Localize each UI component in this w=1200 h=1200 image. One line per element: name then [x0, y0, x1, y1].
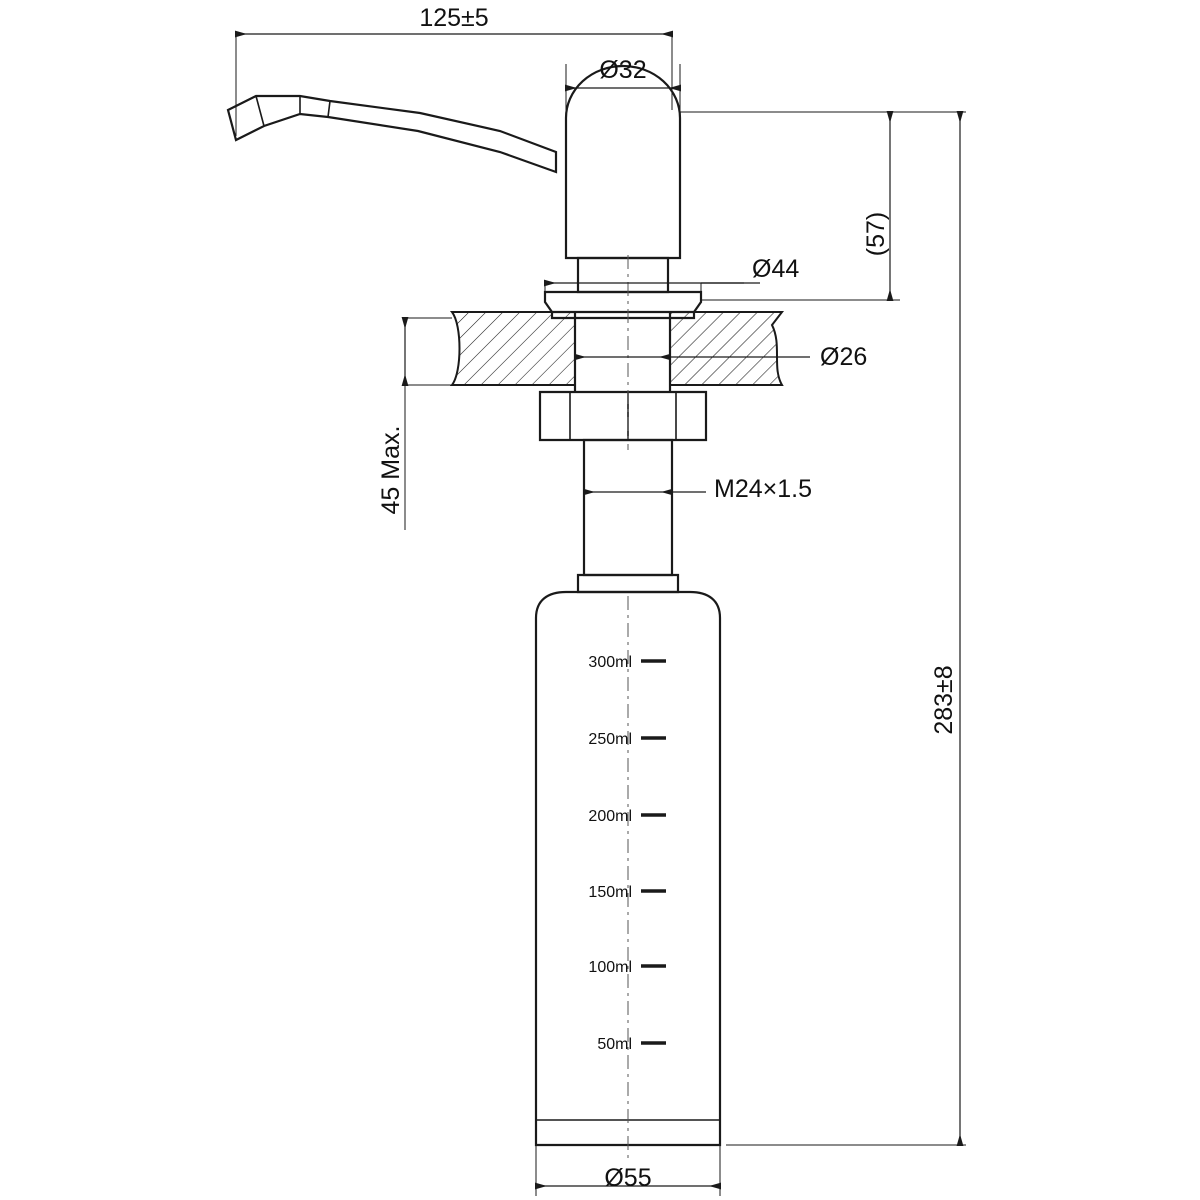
flange-cap	[545, 292, 701, 312]
scale-label-200: 200ml	[588, 808, 632, 825]
volume-scale-marks	[641, 661, 666, 1043]
scale-label-250: 250ml	[588, 731, 632, 748]
pump-head	[566, 66, 680, 258]
dim-flange-diameter: Ø44	[752, 255, 800, 283]
spout-lever	[228, 96, 556, 172]
dim-spout-length: 125±5	[419, 4, 489, 32]
dim-deck-thickness: 45 Max.	[377, 425, 405, 515]
countertop-section	[452, 312, 782, 385]
dimension-lines	[236, 34, 966, 1196]
threaded-tube	[584, 440, 672, 575]
dim-total-height: 283±8	[930, 665, 958, 735]
scale-label-150: 150ml	[588, 884, 632, 901]
dim-thread-spec: M24×1.5	[714, 475, 812, 503]
lock-nut	[540, 392, 706, 440]
dim-shank-diameter: Ø26	[820, 343, 868, 371]
scale-label-100: 100ml	[588, 959, 632, 976]
bottle-neck	[578, 575, 678, 592]
dim-bottle-diameter: Ø55	[604, 1164, 652, 1192]
dim-head-height: (57)	[862, 211, 890, 257]
scale-label-50: 50ml	[597, 1036, 632, 1053]
plunger-stem	[578, 258, 668, 292]
scale-label-300: 300ml	[588, 654, 632, 671]
dim-pump-head-diameter: Ø32	[599, 56, 647, 84]
dispenser-geometry	[228, 66, 782, 1160]
